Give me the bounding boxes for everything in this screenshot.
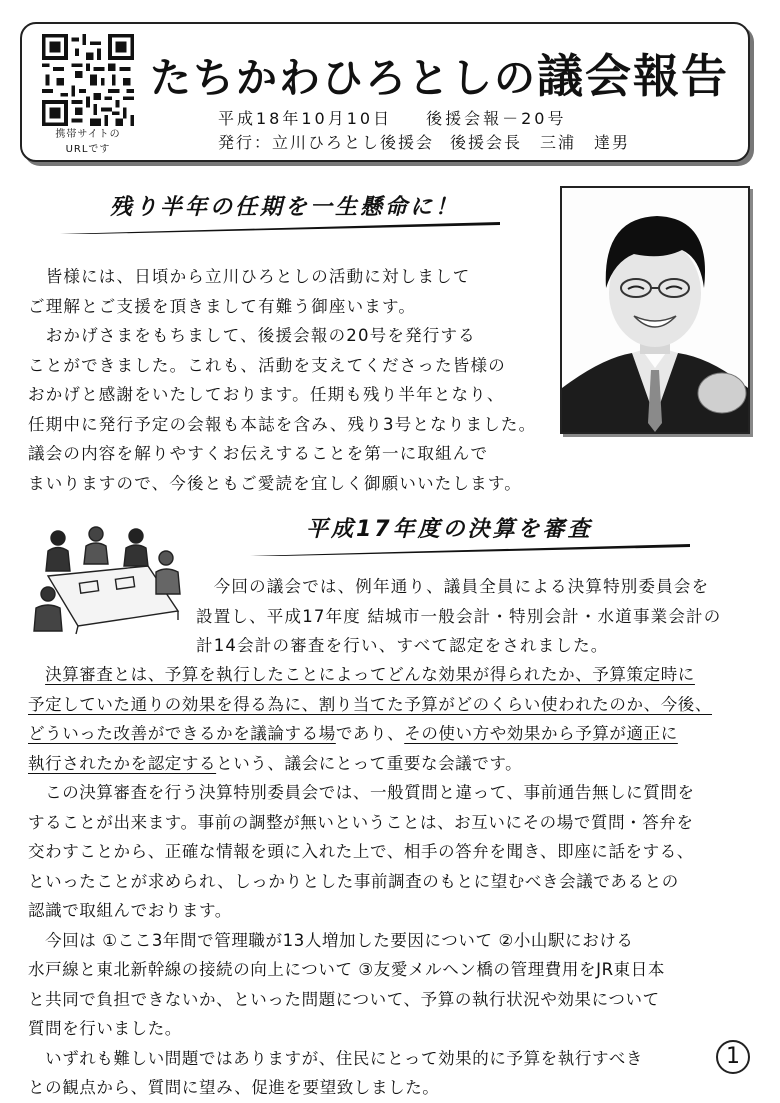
text-line: この決算審査を行う決算特別委員会では、一般質問と違って、事前通告無しに質問を: [28, 783, 695, 802]
text-line-underlined: [28, 690, 712, 720]
text-line: まいりますので、今後ともご愛読を宜しく御願いいたします。: [28, 473, 522, 493]
text-line: 今回は ①ここ3年間で管理職が13人増加した要因について ②小山駅における: [28, 930, 634, 950]
qr-caption-line1: 携帯サイトの: [55, 129, 121, 140]
publisher-name: 発行：立川ひろとし後援会: [218, 133, 435, 152]
text-line: いずれも難しい問題ではありますが、住民にとって効果的に予算を執行すべき: [28, 1048, 643, 1068]
page-number: 1: [716, 1040, 750, 1074]
underlined-text: その使い方や効果から予算が適正に: [404, 724, 678, 743]
section2-intro: [196, 572, 721, 661]
text-line: 今回の議会では、例年通り、議員全員による決算特別委員会を: [196, 577, 710, 596]
text-line: といったことが求められ、しっかりとした事前調査のもとに望むべき会議であるとの: [28, 871, 679, 891]
text-line: との観点から、質問に望み、促進を要望致しました。: [28, 1078, 440, 1097]
text-line: 議会の内容を解りやすくお伝えすることを第一に取組んで: [28, 444, 489, 463]
text-line: おかげと感謝をいたしております。任期も残り半年となり、: [28, 385, 505, 404]
newsletter-title-name: たちかわひろとしの: [150, 54, 537, 102]
section2-underline: [250, 544, 690, 556]
text-line: おかげさまをもちまして、後援会報の20号を発行する: [28, 326, 476, 345]
portrait-photo: [560, 186, 750, 434]
underlined-text: 執行されたかを認定する: [28, 753, 217, 773]
publisher-line: [218, 130, 630, 153]
text-line: 水戸線と東北新幹線の接続の向上について ③友愛メルヘン橋の管理費用をJR東日本: [28, 960, 665, 979]
text-line: 任期中に発行予定の会報も本誌を含み、残り3号となりました。: [28, 414, 537, 434]
newsletter-header: [20, 22, 750, 162]
text-line: 質問を行いました。: [28, 1019, 182, 1038]
association-chair: 後援会長 三浦 達男: [450, 133, 631, 152]
text-line: することが出来ます。事前の調整が無いということは、お互いにその場で質問・答弁を: [28, 812, 694, 832]
issue-number: 後援会報－20号: [426, 109, 567, 128]
issue-date: 平成18年10月10日: [218, 109, 393, 128]
text-line: 皆様には、日頃から立川ひろとしの活動に対しまして: [28, 267, 471, 286]
qr-block: [36, 34, 140, 156]
section1-body: [28, 262, 536, 498]
text-line: ことができました。これも、活動を支えてくださった皆様の: [28, 355, 506, 375]
qr-caption-line2: URLです: [65, 144, 111, 155]
portrait-illustration: [562, 188, 748, 432]
section2-body: [28, 660, 712, 1103]
plain-text: であり、: [335, 724, 405, 743]
underlined-text: 決算審査とは、予算を執行したことによってどんな効果が得られたか、予算策定時に: [45, 665, 695, 684]
text-line: ご理解とご支援を頂きまして有難う御座います。: [28, 296, 417, 316]
text-line: 設置し、平成17年度 結城市一般会計・特別会計・水道事業会計の: [196, 606, 722, 626]
text-line: 認識で取組んでおります。: [28, 901, 232, 920]
qr-code-icon[interactable]: [42, 34, 134, 126]
section1-title: 残り半年の任期を一生懸命に！: [110, 195, 461, 220]
underlined-text: どういった改善ができるかを議論する場: [28, 724, 336, 743]
text-line: と共同で負担できないか、といった問題について、予算の執行状況や効果について: [28, 989, 660, 1009]
section2-title: 平成17年度の決算を審査: [306, 517, 593, 542]
text-line-underlined: [28, 749, 712, 779]
text-line-underlined: [28, 719, 712, 749]
text-line: 交わすことから、正確な情報を頭に入れた上で、相手の答弁を聞き、即座に話をする、: [28, 842, 694, 861]
underlined-text: 予定していた通りの効果を得る為に、割り当てた予算がどのくらい使われたのか、今後、: [28, 694, 712, 714]
newsletter-title-report: 議会報告: [537, 49, 729, 103]
text-line-underlined: [28, 660, 712, 690]
issue-line: [218, 106, 566, 129]
text-line: 計14会計の審査を行い、すべて認定をされました。: [196, 636, 609, 655]
newsletter-title: [150, 40, 740, 106]
plain-text: という、議会にとって重要な会議です。: [216, 753, 523, 773]
section1-underline: [60, 222, 500, 234]
meeting-illustration: [28, 516, 188, 636]
